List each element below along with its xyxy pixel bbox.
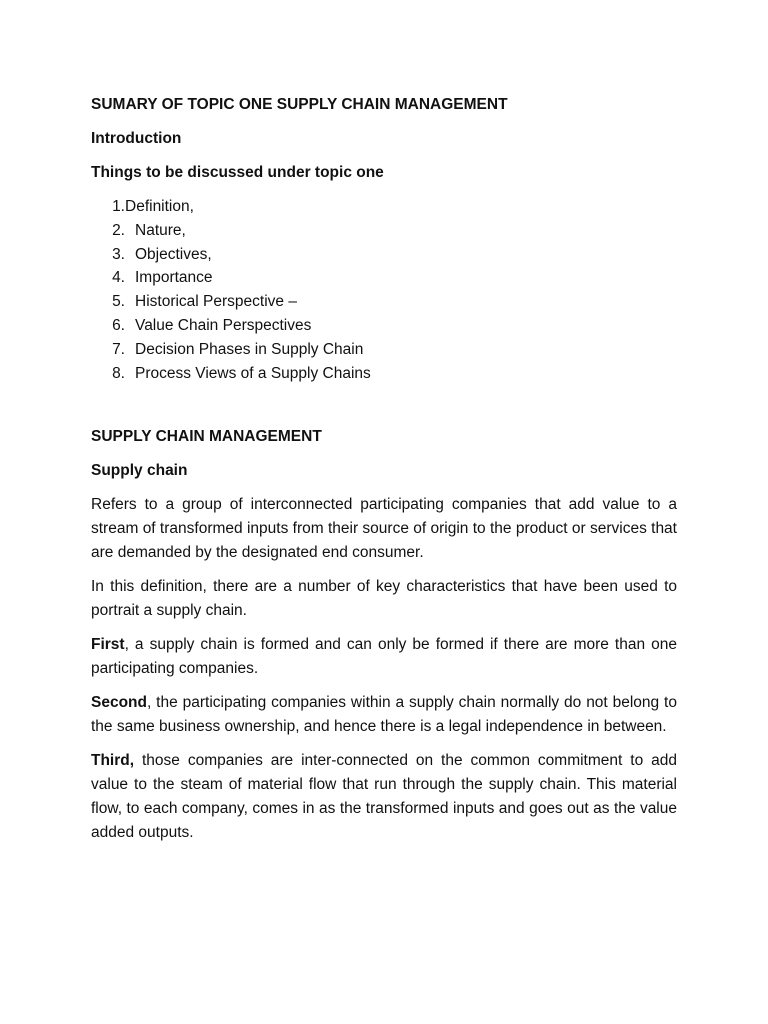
document-page bbox=[91, 93, 677, 855]
list-item-text: Objectives, bbox=[135, 245, 212, 263]
subsection-heading: Supply chain bbox=[91, 462, 188, 480]
first-text: , a supply chain is formed and can only be formed if there are more than one participating companies. bbox=[91, 636, 677, 678]
list-item-text: Decision Phases in Supply Chain bbox=[135, 340, 364, 358]
list-item-text: Value Chain Perspectives bbox=[135, 316, 312, 334]
introduction-heading: Introduction bbox=[91, 130, 182, 147]
second-text: , the participating companies within a supply chain normally do not belong to the same business ownership, and hence there is a legal independence in between. bbox=[91, 694, 677, 736]
topics-heading: Things to be discussed under topic one bbox=[91, 164, 384, 181]
list-item-number: 1. bbox=[112, 198, 125, 215]
list-item bbox=[91, 195, 677, 219]
list-item-text: Process Views of a Supply Chains bbox=[135, 364, 371, 382]
list-item-number: 8. bbox=[112, 364, 125, 382]
third-characteristic-paragraph bbox=[91, 749, 677, 845]
list-item-text: Definition, bbox=[125, 198, 194, 215]
list-item-number: 4. bbox=[112, 269, 125, 287]
first-characteristic-paragraph bbox=[91, 633, 677, 681]
list-item bbox=[91, 243, 677, 267]
third-text: those companies are inter-connected on the common commitment to add value to the steam of material flow that run through the supply chain. This material flow, to each company, comes in as the transformed inputs and goes out as the value added outputs. bbox=[91, 752, 677, 842]
list-item-text: Historical Perspective – bbox=[135, 293, 297, 311]
list-item bbox=[91, 362, 677, 386]
section-heading: SUPPLY CHAIN MANAGEMENT bbox=[91, 428, 322, 446]
list-item-text: Nature, bbox=[135, 221, 186, 239]
list-item-number: 3. bbox=[112, 245, 125, 263]
list-item bbox=[91, 338, 677, 362]
first-label: First bbox=[91, 636, 125, 654]
definition-paragraph: Refers to a group of interconnected participating companies that add value to a stream of transformed inputs from their source of origin to the product or services that are demanded by the designated end consumer. bbox=[91, 496, 677, 562]
characteristics-paragraph: In this definition, there are a number of key characteristics that have been used to portrait a supply chain. bbox=[91, 578, 677, 620]
list-item bbox=[91, 266, 677, 290]
topic-list bbox=[91, 195, 677, 385]
list-item bbox=[91, 290, 677, 314]
list-item bbox=[91, 314, 677, 338]
list-item-number: 7. bbox=[112, 340, 125, 358]
list-item-number: 5. bbox=[112, 293, 125, 311]
list-item-number: 2. bbox=[112, 221, 125, 239]
list-item bbox=[91, 219, 677, 243]
third-label: Third, bbox=[91, 752, 135, 770]
list-item-text: Importance bbox=[135, 269, 213, 287]
second-characteristic-paragraph bbox=[91, 691, 677, 739]
second-label: Second bbox=[91, 694, 147, 712]
list-item-number: 6. bbox=[112, 316, 125, 334]
document-title: SUMARY OF TOPIC ONE SUPPLY CHAIN MANAGEMENT bbox=[91, 96, 508, 113]
